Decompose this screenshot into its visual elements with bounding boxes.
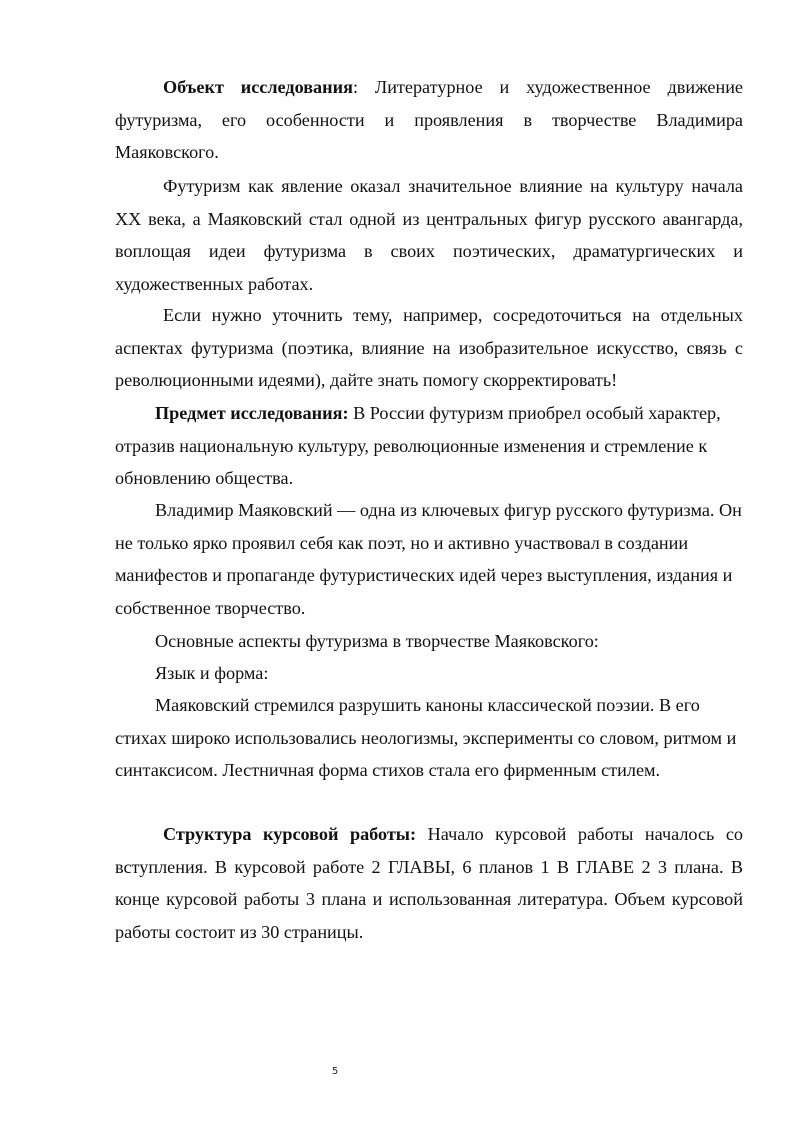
language-form-text: Язык и форма: (155, 663, 269, 683)
research-object-text: : Литературное и художественное движение футуризма, его особенности и проявления в творчестве Владимира Маяковского. (115, 77, 744, 162)
research-object-heading: Объект исследования (163, 77, 353, 97)
paragraph-classical-canons (115, 689, 743, 787)
mayakovsky-role-text: Владимир Маяковский — одна из ключевых фигур русского футуризма. Он не только ярко проявил себя как поэт, но и активно участвовал в создании манифестов и пропаганде футуристических идей через выступления, издания и собственное творчество. (115, 500, 742, 618)
research-subject-heading: Предмет исследования: (155, 403, 349, 423)
coursework-structure-text: Начало курсовой работы началось со вступления. В курсовой работе 2 ГЛАВЫ, 6 планов 1 В ГЛАВЕ 2 3 плана. В конце курсовой работы 3 плана и использованная литература. Объем курсовой работы состоит из 30 страницы. (115, 824, 744, 942)
paragraph-research-object (115, 71, 743, 169)
main-aspects-text: Основные аспекты футуризма в творчестве Маяковского: (155, 631, 599, 651)
paragraph-mayakovsky-role (115, 494, 743, 624)
coursework-structure-heading: Структура курсовой работы: (163, 824, 417, 844)
paragraph-coursework-structure (115, 818, 743, 948)
clarify-topic-text: Если нужно уточнить тему, например, сосредоточиться на отдельных аспектах футуризма (поэтика, влияние на изобразительное искусство, связь с революционными идеями), дайте знать помогу скорректировать! (115, 305, 743, 390)
classical-canons-text: Маяковский стремился разрушить каноны классической поэзии. В его стихах широко использовались неологизмы, эксперименты со словом, ритмом и синтаксисом. Лестничная форма стихов стала его фирменным стилем. (115, 695, 737, 780)
paragraph-research-subject (115, 397, 743, 495)
paragraph-main-aspects (115, 625, 743, 658)
paragraph-futurism-influence (115, 170, 743, 300)
page-number: 5 (331, 1066, 339, 1077)
paragraph-clarify-topic (115, 299, 743, 397)
research-subject-text: В России футуризм приобрел особый характер, отразив национальную культуру, революционные изменения и стремление к обновлению общества. (115, 403, 721, 488)
paragraph-language-form (115, 657, 743, 690)
futurism-influence-text: Футуризм как явление оказал значительное влияние на культуру начала XX века, а Маяковский стал одной из центральных фигур русского авангарда, воплощая идеи футуризма в своих поэтических, драматургических и художественных работах. (115, 176, 743, 294)
